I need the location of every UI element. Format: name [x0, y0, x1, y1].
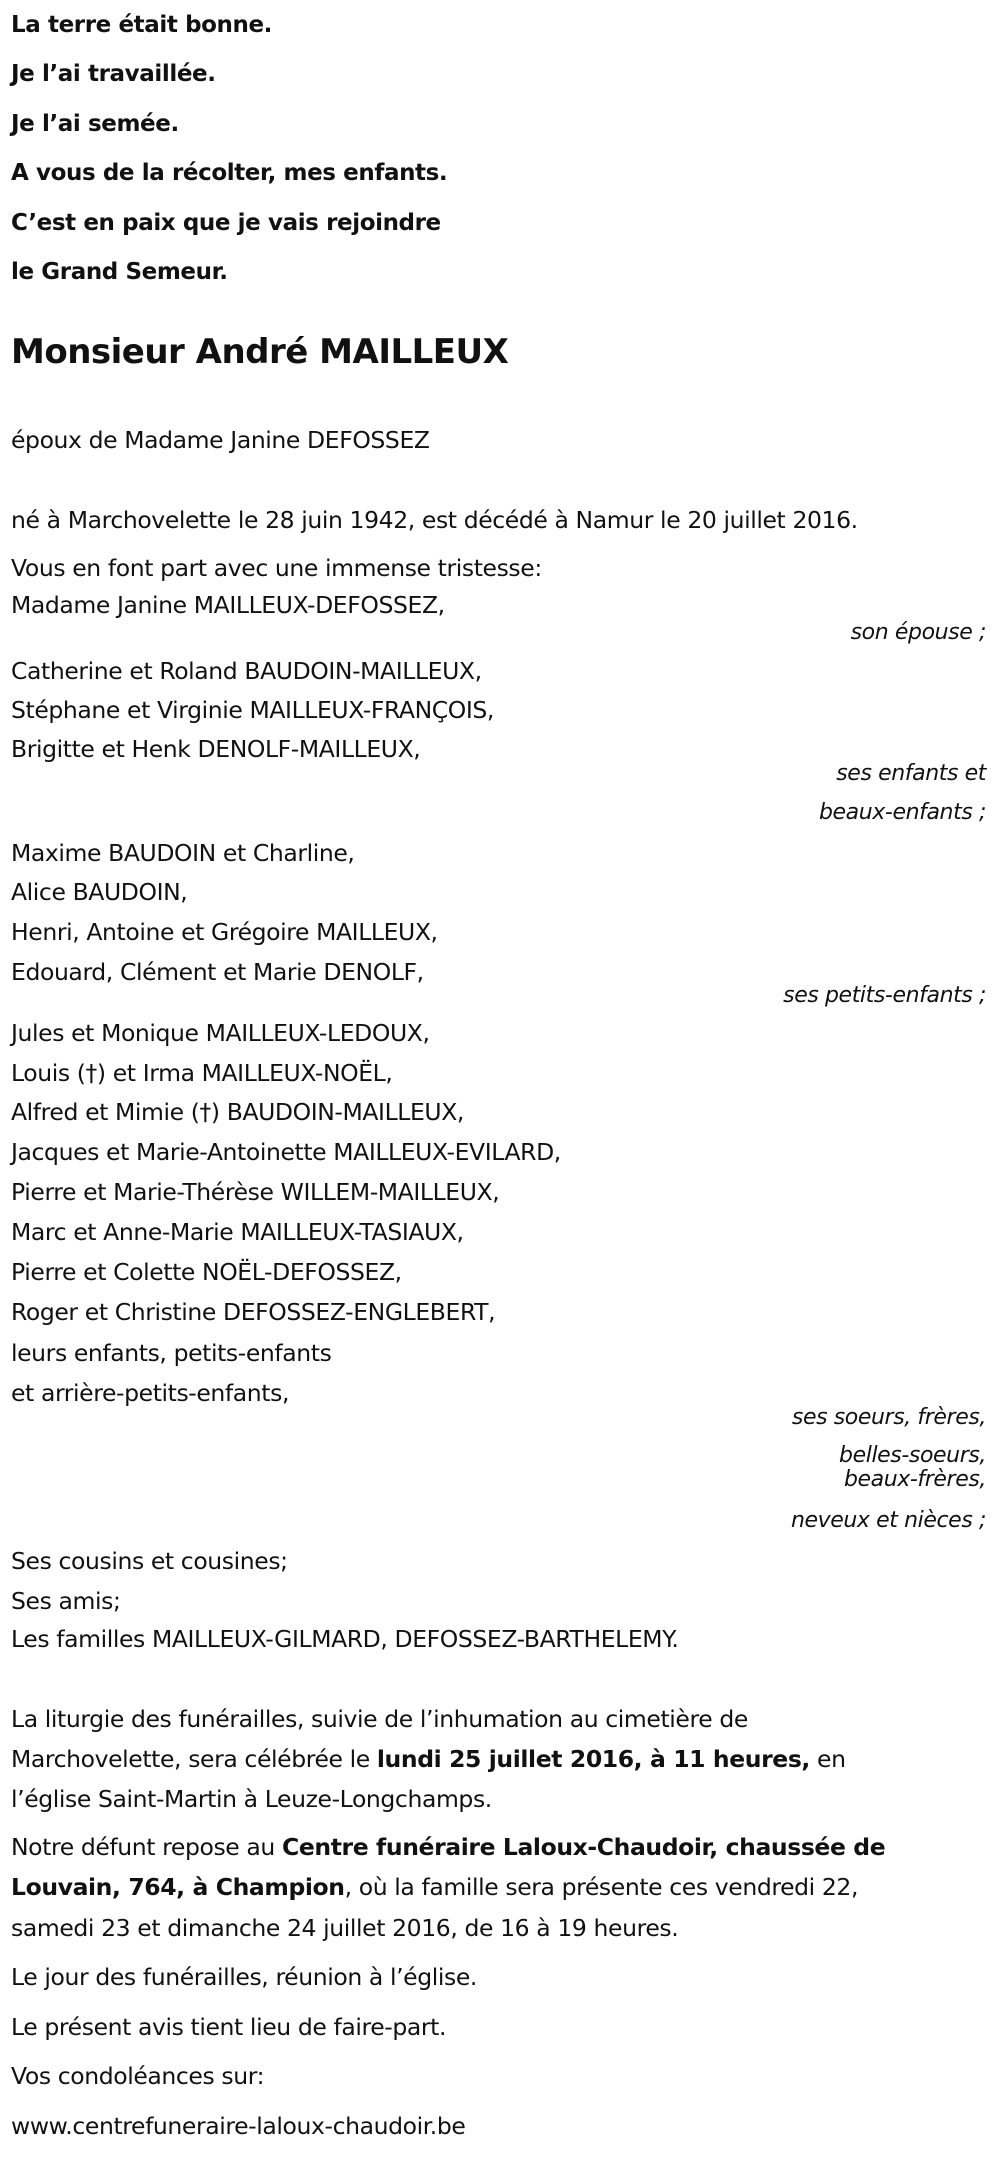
deceased-name: Monsieur André MAILLEUX [11, 332, 509, 372]
relation-label: neveux et nièces ; [790, 1508, 986, 1533]
family-member: Les familles MAILLEUX-GILMARD, DEFOSSEZ-BARTHELEMY. [11, 1625, 679, 1653]
family-member: Jules et Monique MAILLEUX-LEDOUX, [11, 1019, 430, 1047]
family-member: Ses amis; [11, 1587, 121, 1615]
family-member: Maxime BAUDOIN et Charline, [11, 839, 355, 867]
spouse-line: époux de Madame Janine DEFOSSEZ [11, 426, 430, 454]
rest-line [11, 1871, 858, 1903]
funeral-line [11, 1743, 846, 1775]
family-member: Pierre et Marie-Thérèse WILLEM-MAILLEUX, [11, 1178, 500, 1206]
closing-line: Le présent avis tient lieu de faire-part. [11, 2013, 447, 2041]
relation-label: ses petits-enfants ; [783, 983, 986, 1008]
intro-line: Vous en font part avec une immense tristesse: [11, 554, 542, 582]
text: Marchovelette, sera célébrée le [11, 1745, 377, 1773]
relation-label: belles-soeurs, [839, 1443, 986, 1468]
website-link[interactable]: www.centrefuneraire-laloux-chaudoir.be [11, 2112, 466, 2140]
poem-line: A vous de la récolter, mes enfants. [11, 160, 448, 186]
text: Notre défunt repose au [11, 1833, 282, 1861]
poem-line: La terre était bonne. [11, 12, 273, 38]
rest-line: samedi 23 et dimanche 24 juillet 2016, de 16 à 19 heures. [11, 1914, 679, 1942]
family-member: Louis (†) et Irma MAILLEUX-NOËL, [11, 1059, 393, 1087]
funeral-home-address: Louvain, 764, à Champion [11, 1873, 345, 1901]
family-member: Brigitte et Henk DENOLF-MAILLEUX, [11, 735, 421, 763]
poem-line: Je l’ai semée. [11, 111, 179, 137]
relation-label: beaux-frères, [843, 1467, 986, 1492]
relation-label: beaux-enfants ; [818, 800, 986, 825]
family-member: Alfred et Mimie (†) BAUDOIN-MAILLEUX, [11, 1098, 464, 1126]
poem-line: le Grand Semeur. [11, 259, 228, 285]
family-member: Marc et Anne-Marie MAILLEUX-TASIAUX, [11, 1218, 464, 1246]
relation-label: ses enfants et [836, 761, 986, 786]
poem-line: C’est en paix que je vais rejoindre [11, 210, 441, 236]
funeral-date: lundi 25 juillet 2016, à 11 heures, [376, 1745, 810, 1773]
family-member: leurs enfants, petits-enfants [11, 1339, 332, 1367]
family-member: Jacques et Marie-Antoinette MAILLEUX-EVILARD, [11, 1138, 561, 1166]
text: en [809, 1745, 846, 1773]
relation-label: ses soeurs, frères, [791, 1405, 986, 1430]
family-member: Ses cousins et cousines; [11, 1547, 288, 1575]
funeral-line: La liturgie des funérailles, suivie de l’inhumation au cimetière de [11, 1705, 748, 1733]
closing-line: Le jour des funérailles, réunion à l’église. [11, 1963, 477, 1991]
family-member: Stéphane et Virginie MAILLEUX-FRANÇOIS, [11, 696, 494, 724]
poem-line: Je l’ai travaillée. [11, 61, 216, 87]
funeral-home: Centre funéraire Laloux-Chaudoir, chaussée de [282, 1833, 886, 1861]
funeral-line: l’église Saint-Martin à Leuze-Longchamps. [11, 1785, 492, 1813]
rest-line [11, 1831, 885, 1863]
family-member: Catherine et Roland BAUDOIN-MAILLEUX, [11, 657, 482, 685]
family-member: Henri, Antoine et Grégoire MAILLEUX, [11, 918, 438, 946]
family-member: Alice BAUDOIN, [11, 878, 188, 906]
family-member: et arrière-petits-enfants, [11, 1379, 290, 1407]
birth-death-line: né à Marchovelette le 28 juin 1942, est décédé à Namur le 20 juillet 2016. [11, 506, 858, 534]
relation-label: son épouse ; [850, 620, 986, 645]
closing-line: Vos condoléances sur: [11, 2062, 265, 2090]
text: , où la famille sera présente ces vendredi 22, [344, 1873, 859, 1901]
family-member: Pierre et Colette NOËL-DEFOSSEZ, [11, 1258, 402, 1286]
family-member: Roger et Christine DEFOSSEZ-ENGLEBERT, [11, 1298, 496, 1326]
family-member: Edouard, Clément et Marie DENOLF, [11, 958, 424, 986]
family-member: Madame Janine MAILLEUX-DEFOSSEZ, [11, 591, 445, 619]
